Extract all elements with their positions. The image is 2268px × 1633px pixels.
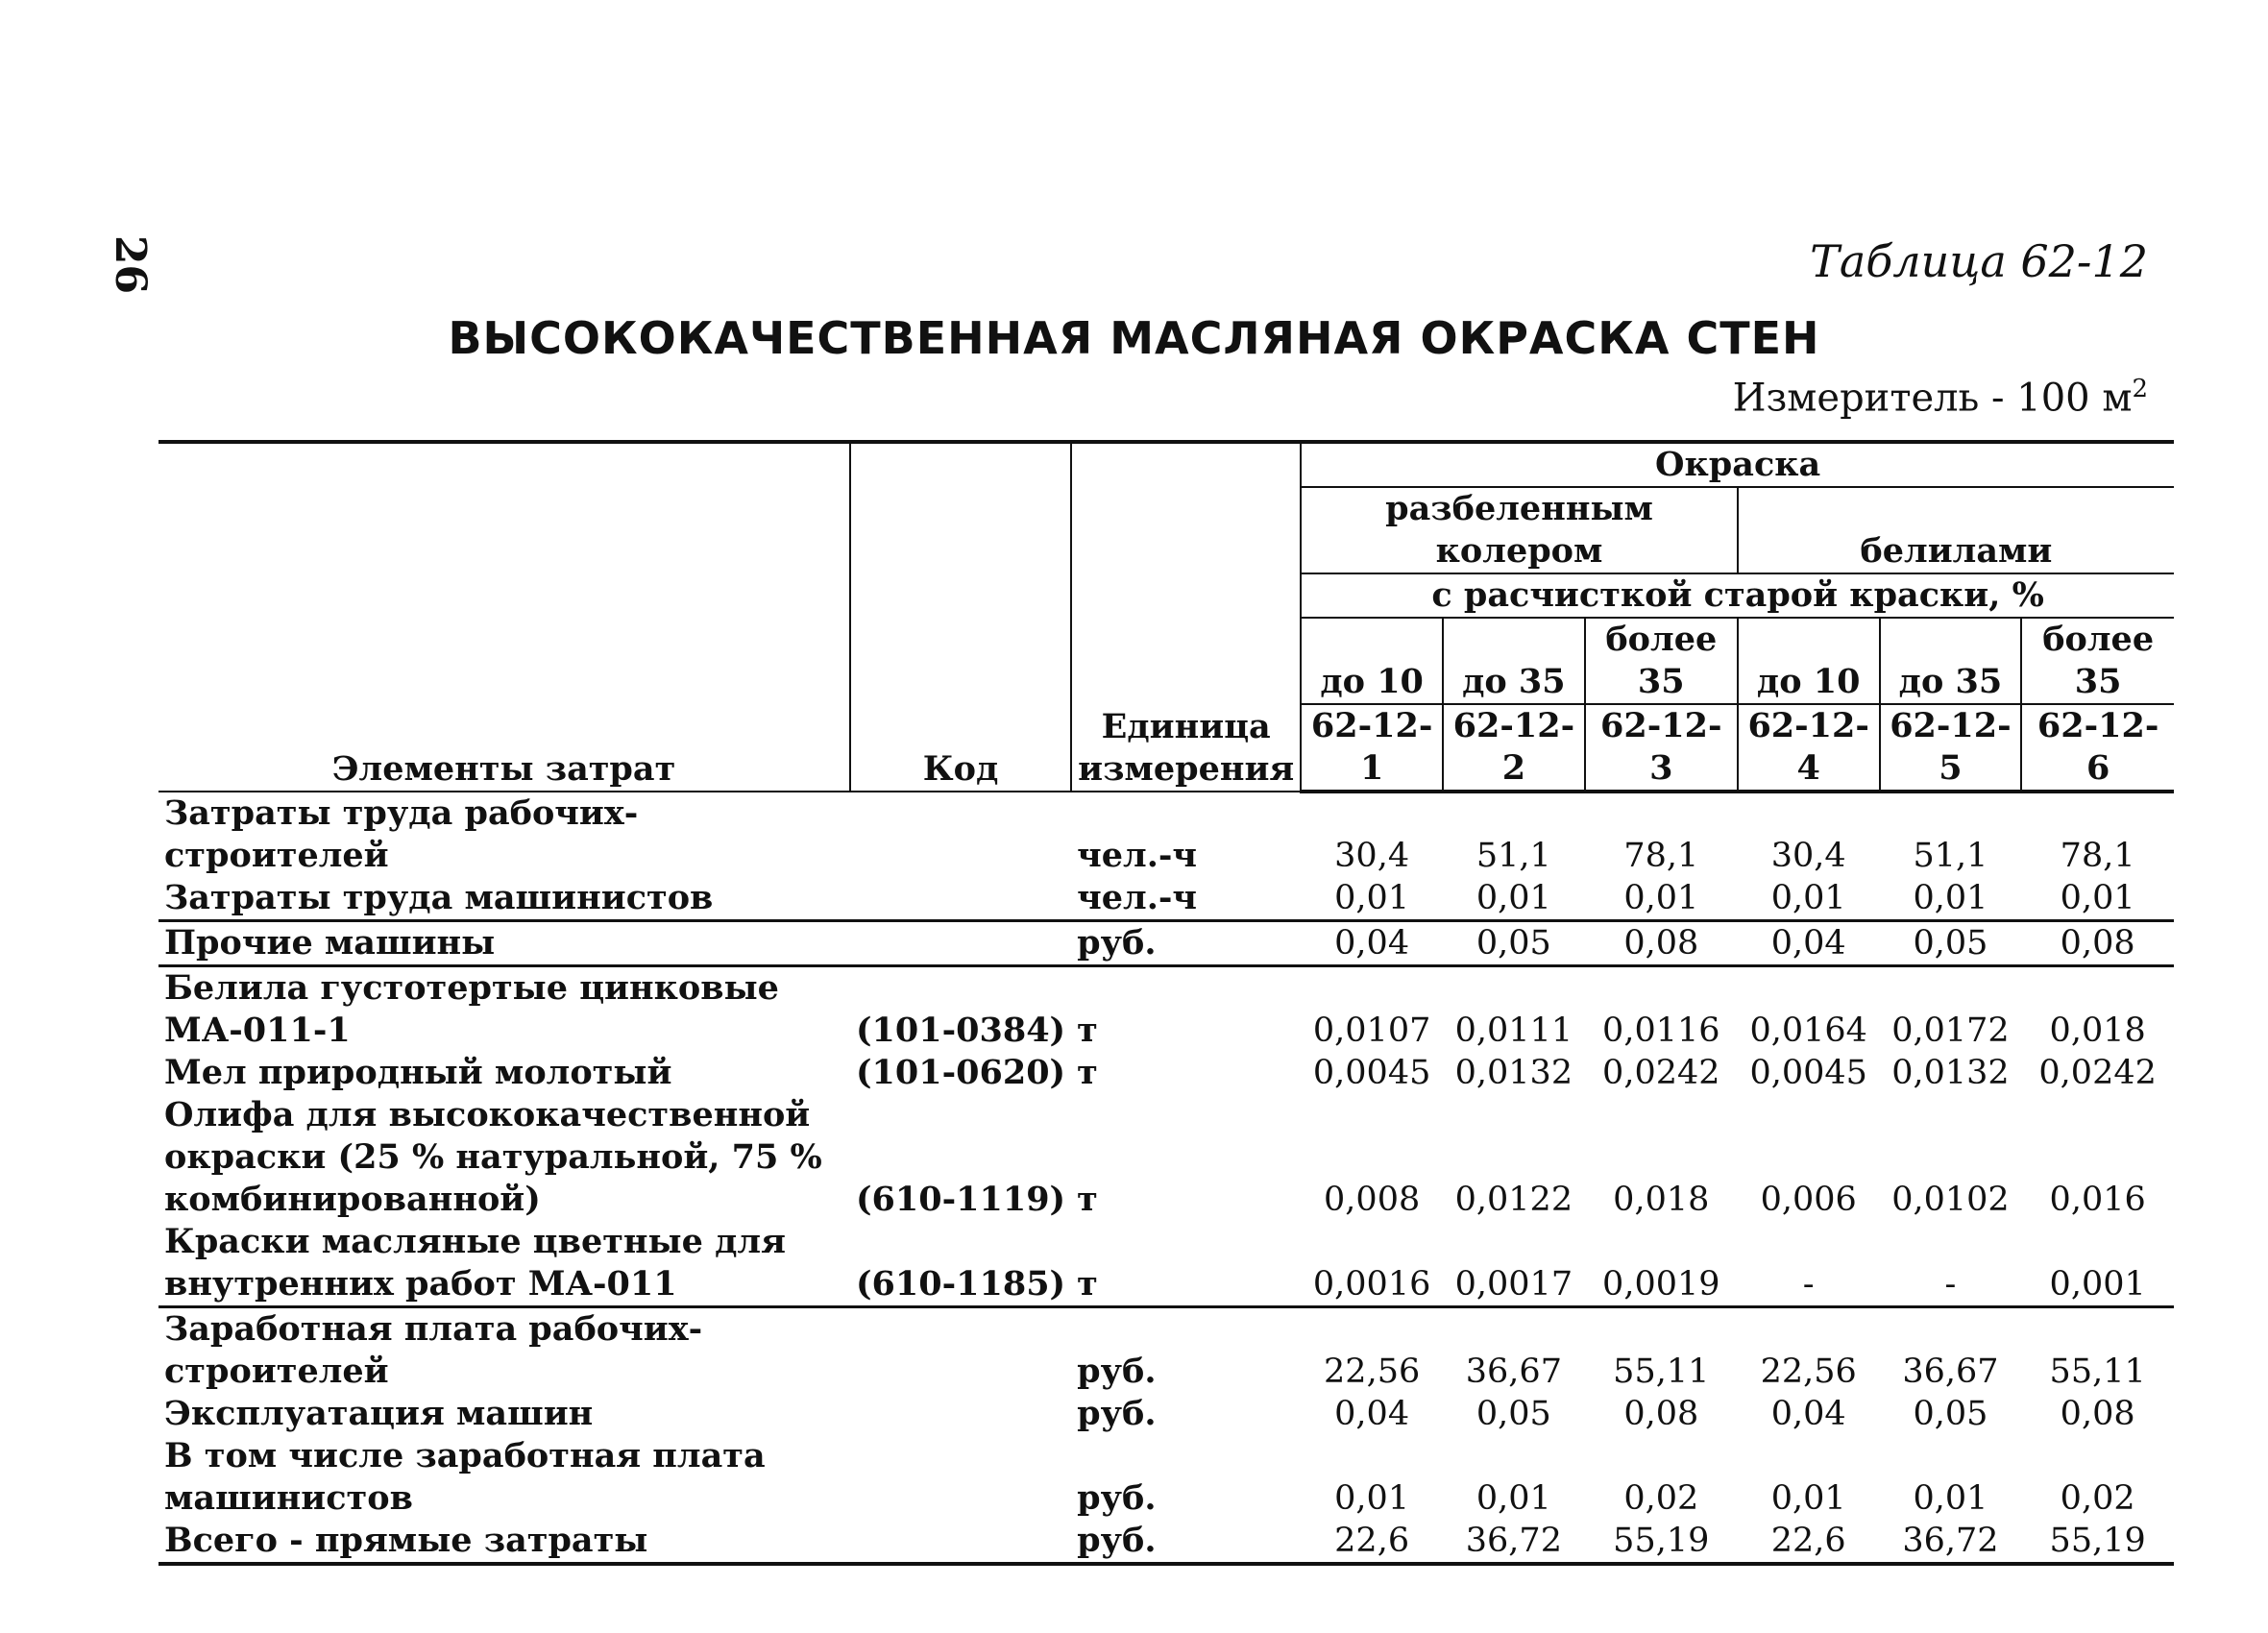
table-row	[159, 1307, 2174, 1394]
row-value: 30,4	[1334, 837, 1410, 875]
row-value: 22,56	[1760, 1353, 1857, 1391]
row-value: 0,05	[1913, 1395, 1988, 1433]
table-header	[159, 442, 2174, 792]
page-number: 26	[106, 234, 156, 295]
table-row	[159, 1052, 2174, 1094]
row-code	[850, 1307, 1071, 1394]
row-unit: т	[1071, 1221, 1301, 1307]
row-value: 36,67	[1465, 1353, 1562, 1391]
row-value: 0,05	[1443, 921, 1585, 966]
row-value: 55,11	[1613, 1353, 1710, 1391]
table-row	[159, 877, 2174, 921]
row-value: 0,0045	[1312, 1054, 1431, 1092]
row-value: 0,0045	[1749, 1054, 1867, 1092]
row-value: 0,02	[1623, 1479, 1699, 1518]
header-group-white: белилами	[1738, 487, 2174, 573]
row-code: (101-0384)	[856, 1011, 1066, 1050]
row-value: 0,0132	[1454, 1054, 1573, 1092]
measure-text: Измеритель - 100 м	[1732, 376, 2133, 421]
row-name: Белила густотертые цинковые МА-011-1	[164, 968, 779, 1050]
row-value: 0,018	[2049, 1011, 2146, 1050]
row-value: 0,01	[1770, 1479, 1846, 1518]
row-code: (610-1119)	[856, 1180, 1066, 1219]
row-code	[850, 921, 1071, 966]
row-value: 0,0116	[1602, 1011, 1720, 1050]
row-unit: руб.	[1077, 1478, 1157, 1518]
row-value: 0,05	[1475, 1395, 1551, 1433]
header-painting: Окраска	[1301, 442, 2174, 487]
page-title: ВЫСОКОКАЧЕСТВЕННАЯ МАСЛЯНАЯ ОКРАСКА СТЕН	[448, 312, 1820, 364]
header-range: до 35	[1880, 618, 2022, 704]
header-norm-code: 62-12-6	[2021, 704, 2174, 792]
row-code	[850, 1393, 1071, 1435]
row-code: (610-1185)	[850, 1221, 1071, 1307]
row-code	[850, 877, 1071, 921]
row-value: 0,001	[2021, 1221, 2174, 1307]
row-unit: руб.	[1071, 921, 1301, 966]
table-row	[159, 1393, 2174, 1435]
row-value: 0,05	[1880, 921, 2022, 966]
row-name: Прочие машины	[159, 921, 850, 966]
row-value: 0,01	[1334, 1479, 1410, 1518]
row-value: 0,01	[1301, 877, 1443, 921]
header-unit: Единица измерения	[1071, 442, 1301, 792]
row-value: 0,01	[2021, 877, 2174, 921]
header-norm-code: 62-12-4	[1738, 704, 1880, 792]
row-code	[850, 1520, 1071, 1564]
row-value: 0,04	[1301, 921, 1443, 966]
header-range: до 10	[1301, 618, 1443, 704]
row-value: 0,01	[1443, 877, 1585, 921]
measure-unit	[1733, 375, 2148, 420]
table-row	[159, 1520, 2174, 1564]
row-name: Эксплуатация машин	[164, 1394, 594, 1433]
row-value: 0,01	[1475, 1479, 1551, 1518]
row-value: 0,0111	[1454, 1011, 1573, 1050]
row-value: 0,0107	[1312, 1011, 1431, 1050]
row-value: 0,018	[1613, 1181, 1710, 1219]
row-value: 0,08	[2021, 921, 2174, 966]
row-value: 0,04	[1334, 1395, 1410, 1433]
row-name: Заработная плата рабочих-строителей	[164, 1309, 703, 1391]
header-range: более 35	[2021, 618, 2174, 704]
row-value: 0,0017	[1443, 1221, 1585, 1307]
row-unit: т	[1077, 1011, 1098, 1050]
table-row	[159, 792, 2174, 877]
row-value: 36,67	[1902, 1353, 1999, 1391]
header-norm-code: 62-12-2	[1443, 704, 1585, 792]
row-value: 51,1	[1475, 837, 1551, 875]
row-name: Всего - прямые затраты	[159, 1520, 850, 1564]
row-unit: т	[1077, 1180, 1098, 1219]
row-unit: руб.	[1071, 1520, 1301, 1564]
row-name: В том числе заработная плата машинистов	[164, 1436, 766, 1518]
row-value: 0,0102	[1891, 1181, 2010, 1219]
row-value: 30,4	[1770, 837, 1846, 875]
row-name: Затраты труда машинистов	[159, 877, 850, 921]
table-label: Таблица 62-12	[1810, 235, 2148, 287]
measure-superscript: 2	[2132, 375, 2148, 403]
row-name: Олифа для высококачественной окраски (25 % натуральной, 75 % комбинированной)	[164, 1095, 822, 1219]
table-row	[159, 966, 2174, 1053]
header-elements: Элементы затрат	[159, 442, 850, 792]
row-value: 55,19	[2021, 1520, 2174, 1564]
row-value: 22,6	[1301, 1520, 1443, 1564]
row-value: 0,0242	[2038, 1054, 2157, 1092]
row-value: 0,01	[1585, 877, 1738, 921]
row-value: 0,0172	[1891, 1011, 2010, 1050]
row-code	[850, 792, 1071, 877]
row-unit: чел.-ч	[1071, 877, 1301, 921]
row-value: 0,02	[2060, 1479, 2135, 1518]
table-row	[159, 1094, 2174, 1221]
header-subgroup: с расчисткой старой краски, %	[1301, 573, 2174, 618]
row-value: 0,04	[1738, 921, 1880, 966]
row-value: 22,56	[1324, 1353, 1421, 1391]
row-value: 36,72	[1880, 1520, 2022, 1564]
row-value: 0,01	[1738, 877, 1880, 921]
row-value: 0,08	[1585, 921, 1738, 966]
row-unit: т	[1077, 1053, 1098, 1092]
row-code	[850, 1435, 1071, 1520]
row-value: 55,11	[2049, 1353, 2146, 1391]
header-norm-code: 62-12-1	[1301, 704, 1443, 792]
row-value: 78,1	[1623, 837, 1699, 875]
row-unit: руб.	[1077, 1394, 1157, 1433]
row-value: 22,6	[1738, 1520, 1880, 1564]
row-value: 0,0019	[1585, 1221, 1738, 1307]
row-value: 0,0132	[1891, 1054, 2010, 1092]
row-value: -	[1880, 1221, 2022, 1307]
row-value: 0,04	[1770, 1395, 1846, 1433]
row-value: 0,016	[2049, 1181, 2146, 1219]
row-value: 0,0242	[1602, 1054, 1720, 1092]
header-norm-code: 62-12-5	[1880, 704, 2022, 792]
row-unit: руб.	[1077, 1352, 1157, 1391]
header-group-colored: разбеленным колером	[1301, 487, 1738, 573]
table-row	[159, 921, 2174, 966]
cost-table	[159, 440, 2174, 1566]
row-value: 0,01	[1880, 877, 2022, 921]
row-value: 0,0122	[1454, 1181, 1573, 1219]
header-range: более 35	[1585, 618, 1738, 704]
table-row	[159, 1221, 2174, 1307]
row-unit: чел.-ч	[1077, 836, 1198, 875]
row-value: -	[1738, 1221, 1880, 1307]
header-code: Код	[850, 442, 1071, 792]
table-body	[159, 792, 2174, 1564]
row-value: 0,01	[1913, 1479, 1988, 1518]
row-value: 78,1	[2060, 837, 2135, 875]
table-row	[159, 1435, 2174, 1520]
row-code: (101-0620)	[856, 1053, 1066, 1092]
row-value: 0,006	[1760, 1181, 1857, 1219]
row-name: Затраты труда рабочих-строителей	[164, 793, 639, 875]
header-norm-code: 62-12-3	[1585, 704, 1738, 792]
header-range: до 10	[1738, 618, 1880, 704]
row-value: 55,19	[1585, 1520, 1738, 1564]
row-name: Мел природный молотый	[164, 1053, 672, 1092]
row-value: 0,008	[1324, 1181, 1421, 1219]
row-value: 0,0164	[1749, 1011, 1867, 1050]
row-value: 0,0016	[1301, 1221, 1443, 1307]
header-range: до 35	[1443, 618, 1585, 704]
row-value: 0,08	[2060, 1395, 2135, 1433]
row-value: 36,72	[1443, 1520, 1585, 1564]
row-name: Краски масляные цветные для внутренних работ МА-011	[159, 1221, 850, 1307]
row-value: 51,1	[1913, 837, 1988, 875]
row-value: 0,08	[1623, 1395, 1699, 1433]
